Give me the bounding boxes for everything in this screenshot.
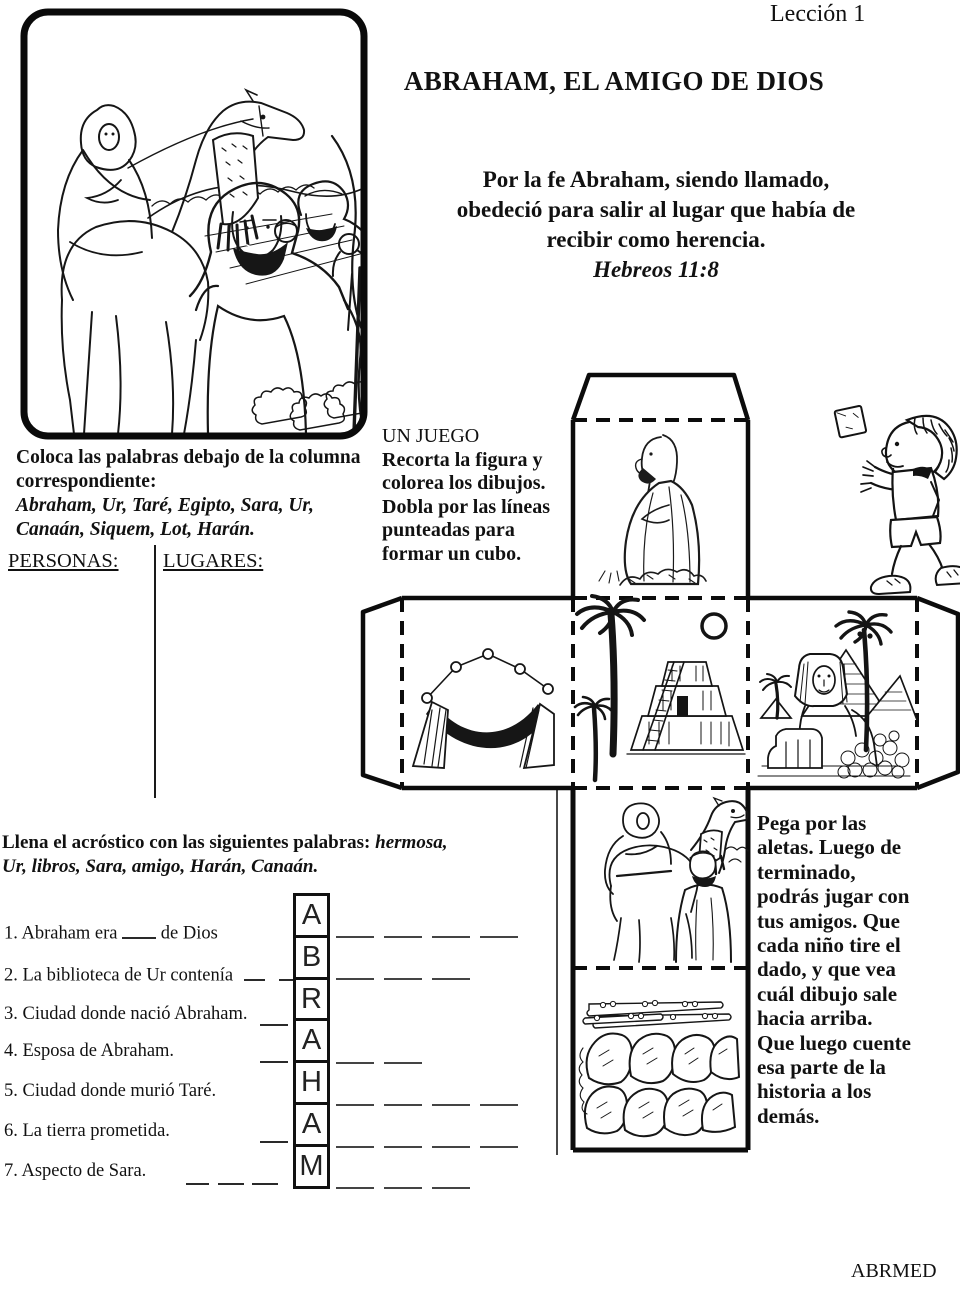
clue-text: 4. Esposa de Abraham.	[4, 1041, 175, 1061]
memory-verse	[406, 165, 906, 285]
acrostic-answer-line[interactable]	[384, 978, 422, 980]
acrostic-letter-box[interactable]: A	[293, 1102, 330, 1147]
column-header-lugares: LUGARES:	[163, 550, 264, 572]
illustration-border	[24, 12, 364, 436]
glue-note-line: terminado,	[757, 859, 856, 884]
glue-note-line: esa parte de la	[757, 1055, 886, 1080]
page-title: ABRAHAM, EL AMIGO DE DIOS	[403, 66, 825, 96]
clue-text: 2. La biblioteca de Ur contenía	[4, 965, 234, 986]
cube-instruction-line: colorea los dibujos.	[382, 472, 546, 494]
lesson-label: Lección 1	[770, 1, 866, 27]
cube-face-tent-drawing	[413, 649, 554, 768]
cube-face-camel-riders-drawing	[605, 798, 748, 962]
acrostic-answer-line[interactable]	[384, 1062, 422, 1064]
fill-in-blank[interactable]	[260, 1061, 288, 1063]
acrostic-clue-3	[4, 1004, 296, 1025]
verse-line: obedeció para salir al lugar que había de	[456, 197, 856, 222]
fill-in-blank[interactable]	[260, 1024, 288, 1026]
acrostic-answer-line[interactable]	[432, 1146, 470, 1148]
clue-text: 7. Aspecto de Sara.	[4, 1161, 147, 1181]
glue-note-line: dado, y que vea	[757, 957, 896, 982]
acrostic-answer-line[interactable]	[384, 1187, 422, 1189]
acrostic-answer-line[interactable]	[336, 1187, 374, 1189]
acrostic-letter-box[interactable]: B	[293, 935, 330, 980]
clue-text: 1. Abraham era	[4, 923, 118, 944]
acrostic-letter-column	[293, 893, 330, 1189]
glue-note-line: historia a los	[757, 1079, 872, 1104]
fill-in-blank[interactable]	[218, 1183, 244, 1185]
glue-note-line: cuál dibujo sale	[757, 981, 898, 1006]
glue-note	[757, 811, 960, 1128]
cube-face-abraham-drawing	[599, 435, 706, 585]
acrostic-letter-box[interactable]: A	[293, 1018, 330, 1063]
abraham-journey-scene-illustration	[24, 12, 378, 436]
fill-in-blank[interactable]	[260, 1141, 288, 1143]
acrostic-clue-2	[4, 962, 296, 987]
glue-note-line: Pega por las	[757, 811, 867, 835]
acrostic-letter-box[interactable]: R	[293, 977, 330, 1022]
glue-note-line: cada niño tire el	[757, 933, 901, 958]
acrostic-instruction-block	[2, 831, 460, 879]
clue-text: 3. Ciudad donde nació Abraham.	[4, 1004, 248, 1024]
cube-instruction-line: Recorta la figura y	[382, 448, 543, 471]
acrostic-letter-box[interactable]: M	[293, 1144, 330, 1189]
glue-note-line: aletas. Luego de	[757, 835, 902, 860]
clue-text: de Dios	[160, 923, 218, 944]
cube-instruction-line: formar un cubo.	[382, 542, 522, 565]
verse-line: recibir como herencia.	[546, 227, 766, 252]
cube-instruction-line: punteadas para	[382, 519, 515, 541]
acrostic-answer-line[interactable]	[336, 978, 374, 980]
acrostic-clue-7	[4, 1161, 296, 1182]
acrostic-answer-line[interactable]	[432, 978, 470, 980]
clue-text: 5. Ciudad donde murió Taré.	[4, 1081, 217, 1101]
cube-game-heading: UN JUEGO	[382, 425, 480, 447]
cube-game-block	[382, 425, 572, 566]
acrostic-instruction: Llena el acróstico con las siguientes palabras:	[2, 832, 371, 853]
acrostic-clue-1	[4, 920, 296, 945]
word-sort-activity	[16, 446, 368, 542]
acrostic-answer-line[interactable]	[384, 1146, 422, 1148]
acrostic-answer-line[interactable]	[336, 1146, 374, 1148]
glue-note-line: tus amigos. Que	[757, 908, 900, 933]
boy-throwing-die-drawing	[834, 406, 960, 594]
acrostic-answer-line[interactable]	[432, 1187, 470, 1189]
glue-note-line: podrás jugar con	[757, 884, 910, 909]
fill-in-blank[interactable]	[122, 920, 156, 939]
fill-in-blank[interactable]	[252, 1183, 278, 1185]
verse-reference: Hebreos 11:8	[593, 257, 719, 282]
word-sort-words: Abraham, Ur, Taré, Egipto, Sara, Ur, Canaán, Siquem, Lot, Harán.	[16, 495, 314, 540]
fill-in-blank[interactable]	[244, 962, 265, 981]
acrostic-clue-6	[4, 1121, 296, 1142]
cube-face-sphinx-drawing	[758, 612, 917, 778]
clue-text: 6. La tierra prometida.	[4, 1121, 170, 1141]
word-sort-instruction: Coloca las palabras debajo de la columna correspondiente:	[16, 447, 361, 492]
acrostic-answer-line[interactable]	[432, 1104, 470, 1106]
acrostic-clue-4	[4, 1041, 296, 1062]
acrostic-letter-box[interactable]: H	[293, 1060, 330, 1105]
acrostic-answer-line[interactable]	[480, 1104, 518, 1106]
acrostic-answer-line[interactable]	[432, 936, 470, 938]
fill-in-blank[interactable]	[186, 1183, 209, 1185]
cube-instruction-line: Dobla por las líneas	[382, 495, 550, 518]
acrostic-answer-line[interactable]	[384, 936, 422, 938]
glue-note-line: Que luego cuente	[757, 1030, 911, 1055]
column-header-personas: PERSONAS:	[8, 550, 119, 572]
acrostic-letter-box[interactable]: A	[293, 893, 330, 938]
acrostic-answer-line[interactable]	[336, 1104, 374, 1106]
acrostic-answer-line[interactable]	[336, 1062, 374, 1064]
glue-note-line: demás.	[757, 1103, 820, 1128]
acrostic-answer-line[interactable]	[480, 936, 518, 938]
cube-face-ziggurat-drawing	[575, 596, 745, 780]
glue-note-line: hacia arriba.	[757, 1006, 873, 1031]
acrostic-word-bank: hermosa, Ur, libros, Sara, amigo, Harán, Canaán.	[2, 832, 448, 877]
acrostic-clue-5	[4, 1081, 296, 1102]
acrostic-answer-line[interactable]	[336, 936, 374, 938]
cube-face-stone-altar-drawing	[579, 1000, 739, 1136]
verse-line: Por la fe Abraham, siendo llamado,	[482, 167, 830, 192]
acrostic-answer-line[interactable]	[384, 1104, 422, 1106]
footer-code: ABRMED	[851, 1260, 937, 1282]
acrostic-answer-line[interactable]	[480, 1146, 518, 1148]
